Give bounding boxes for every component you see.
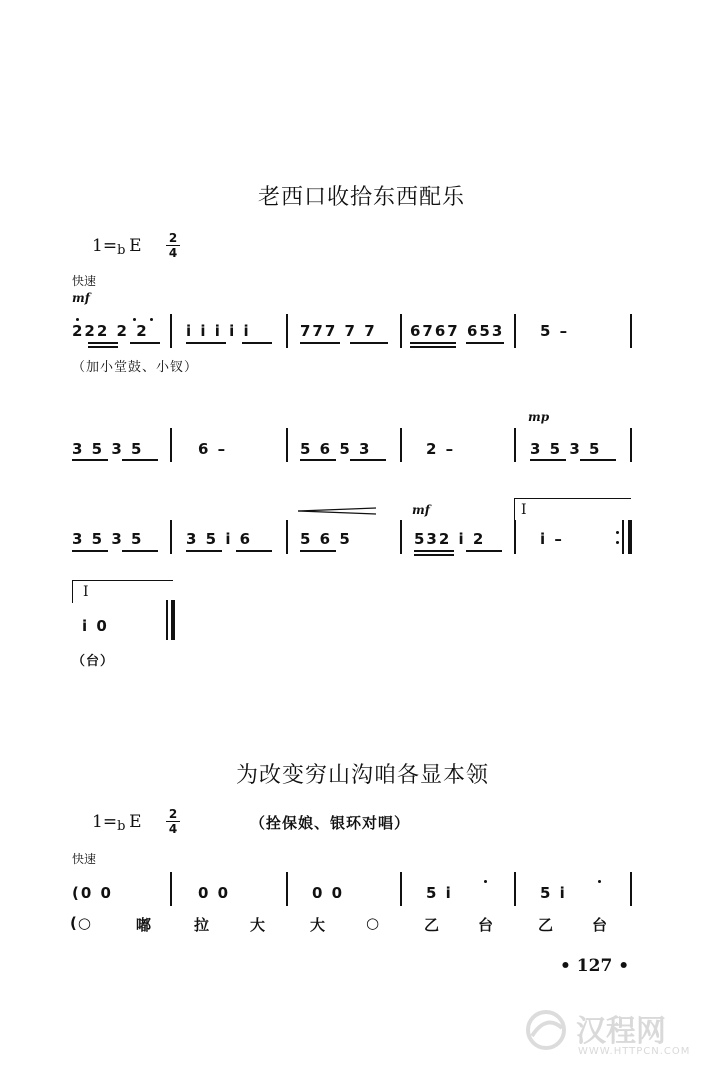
underline: [130, 342, 160, 344]
key-prefix: 1=: [92, 236, 118, 256]
octave-dot: [484, 880, 487, 883]
underline: [186, 550, 222, 552]
decrescendo-hairpin: [298, 506, 378, 516]
measure-p2-1: (0 0: [72, 884, 113, 902]
measure-p2-2: 0 0: [198, 884, 231, 902]
underline: [410, 346, 456, 348]
volta-label-2: I: [83, 584, 89, 600]
instrument-note: （加小堂鼓、小钗）: [72, 360, 199, 375]
lyric: (○: [70, 914, 92, 932]
barline: [400, 872, 402, 906]
measure-11: 3 5 3 5: [72, 530, 144, 548]
piece2-title: 为改变穷山沟咱各显本领: [236, 763, 490, 788]
lyric: 台: [478, 916, 495, 934]
underline: [88, 342, 118, 344]
underline: [580, 459, 616, 461]
barline: [170, 872, 172, 906]
volta-bracket-2: [72, 580, 173, 603]
underline: [350, 459, 386, 461]
octave-dot: [133, 318, 136, 321]
tempo-mark: 快速: [72, 274, 97, 288]
measure-15: i –: [540, 530, 564, 548]
barline: [286, 520, 288, 554]
flat-sign: b: [117, 243, 126, 258]
measure-6: 3 5 3 5: [72, 440, 144, 458]
barline: [170, 428, 172, 462]
page-number: • 127 •: [560, 956, 630, 976]
underline: [72, 459, 108, 461]
final-barline-thin: [166, 600, 168, 640]
barline: [514, 520, 516, 554]
barline: [514, 428, 516, 462]
piece1-key-signature: [92, 231, 192, 266]
measure-3: 777 7 7: [300, 322, 377, 340]
barline: [170, 520, 172, 554]
barline: [630, 872, 632, 906]
lyric: 大: [250, 916, 267, 934]
time-numerator: 2: [168, 807, 178, 821]
measure-p2-3: 0 0: [312, 884, 345, 902]
piece1-title: 老西口收拾东西配乐: [258, 185, 466, 210]
underline: [300, 342, 340, 344]
final-barline-thick: [171, 600, 175, 640]
measure-8: 5 6 5 3: [300, 440, 372, 458]
measure-4: 6767 653: [410, 322, 505, 340]
repeat-barline-thin: [622, 520, 624, 554]
measure-14: 532 i 2: [414, 530, 486, 548]
time-denominator: 4: [168, 822, 178, 836]
measure-5: 5 –: [540, 322, 570, 340]
underline: [236, 550, 272, 552]
barline: [170, 314, 172, 348]
repeat-barline-thick: [628, 520, 632, 554]
barline: [514, 314, 516, 348]
dynamic-mf-2: mf: [412, 503, 430, 517]
time-numerator: 2: [168, 231, 178, 245]
underline: [300, 459, 336, 461]
volta-bracket-1: [514, 498, 631, 521]
underline: [466, 550, 502, 552]
underline: [410, 342, 456, 344]
underline: [122, 459, 158, 461]
underline: [350, 342, 388, 344]
measure-2: i i i i i: [186, 322, 251, 340]
octave-dot: [76, 318, 79, 321]
barline: [400, 520, 402, 554]
end-note: （台）: [72, 654, 115, 669]
underline: [300, 550, 336, 552]
measure-9: 2 –: [426, 440, 456, 458]
underline: [530, 459, 566, 461]
measure-p2-5: 5 i: [540, 884, 567, 902]
underline: [72, 550, 108, 552]
watermark-text: 汉程网: [576, 1014, 666, 1049]
measure-p2-4: 5 i: [426, 884, 453, 902]
barline: [286, 872, 288, 906]
flat-sign: b: [117, 819, 126, 834]
watermark-url: WWW.HTTPCN.COM: [578, 1046, 691, 1057]
lyric: 拉: [194, 916, 211, 934]
repeat-dot: [616, 531, 619, 534]
octave-dot: [598, 880, 601, 883]
underline: [414, 550, 454, 552]
measure-7: 6 –: [198, 440, 228, 458]
singers-note: （拴保娘、银环对唱）: [250, 814, 411, 832]
time-denominator: 4: [168, 246, 178, 260]
barline: [514, 872, 516, 906]
measure-10: 3 5 3 5: [530, 440, 602, 458]
lyric: 台: [592, 916, 609, 934]
underline: [242, 342, 272, 344]
lyric: 乙: [538, 916, 555, 934]
key-prefix: 1=: [92, 812, 118, 832]
watermark: [522, 1000, 702, 1070]
barline: [630, 314, 632, 348]
key-note: E: [129, 236, 142, 256]
dynamic-mf: mf: [72, 291, 90, 305]
barline: [400, 428, 402, 462]
measure-13: 5 6 5: [300, 530, 352, 548]
barline: [630, 428, 632, 462]
underline: [122, 550, 158, 552]
volta-label: I: [521, 502, 527, 518]
key-note: E: [129, 812, 142, 832]
time-signature: [166, 808, 180, 835]
underline: [88, 346, 118, 348]
measure-16: i 0: [82, 617, 109, 635]
time-signature: [166, 232, 180, 259]
lyric: 大: [310, 916, 327, 934]
watermark-logo-icon: [522, 1006, 572, 1052]
barline: [286, 428, 288, 462]
underline: [466, 342, 504, 344]
barline: [286, 314, 288, 348]
lyric: 嘟: [136, 916, 153, 934]
underline: [186, 342, 226, 344]
octave-dot: [150, 318, 153, 321]
piece2-key-signature: [92, 807, 192, 842]
lyric: 乙: [424, 916, 441, 934]
measure-12: 3 5 i 6: [186, 530, 253, 548]
dynamic-mp: mp: [528, 410, 550, 424]
barline: [400, 314, 402, 348]
repeat-dot: [616, 541, 619, 544]
tempo-mark-2: 快速: [72, 852, 97, 866]
lyric: ○: [366, 914, 381, 932]
measure-1: 222 2 2: [72, 322, 149, 340]
underline: [414, 554, 454, 556]
